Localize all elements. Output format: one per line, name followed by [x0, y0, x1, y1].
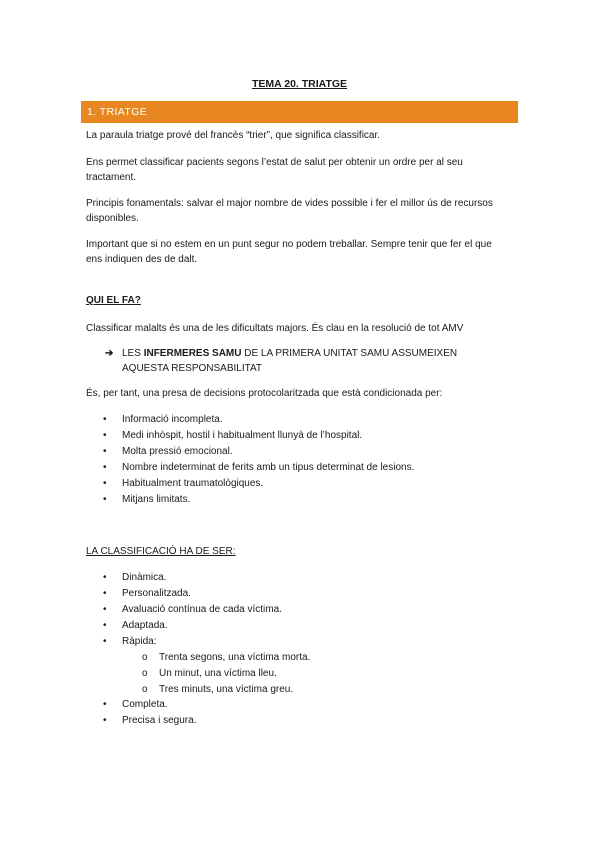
section-header-bar [81, 101, 518, 123]
bullet-icon: • [103, 494, 107, 505]
arrow-text-bold: INFERMERES SAMU [143, 348, 242, 359]
arrow-text-prefix: LES [122, 348, 144, 359]
list-item-text: Informació incompleta. [122, 414, 223, 425]
bullet-icon: • [103, 446, 107, 457]
list-item-text: Molta pressió emocional. [122, 446, 233, 457]
list-item-text: Avaluació contínua de cada víctima. [122, 604, 282, 615]
paragraph-definition: La paraula triatge prové del francès “trier”, que significa classificar. [86, 130, 381, 141]
sub-list-item-text: Trenta segons, una víctima morta. [159, 652, 311, 663]
bullet-icon: • [103, 604, 107, 615]
bullet-icon: • [103, 478, 107, 489]
list-item-text: Personalitzada. [122, 588, 191, 599]
paragraph-qui: Classificar malalts és una de les dificultats majors. És clau en la resolució de tot AMV [86, 323, 464, 334]
arrow-statement-text [122, 346, 502, 376]
bullet-icon: • [103, 430, 107, 441]
section-header-label: 1. TRIATGE [87, 106, 148, 118]
paragraph-principles: Principis fonamentals: salvar el major nombre de vides possible i fer el millor ús de recursos disponibles. [86, 198, 493, 224]
list-item-text: Nombre indeterminat de ferits amb un tipus determinat de lesions. [122, 462, 415, 473]
arrow-text-suffix: DE LA PRIMERA UNITAT SAMU ASSUMEIXEN AQUESTA RESPONSABILITAT [122, 348, 458, 374]
bullet-icon: • [103, 588, 107, 599]
bullet-icon: • [103, 636, 107, 647]
bullet-icon: • [103, 414, 107, 425]
paragraph-important: Important que si no estem en un punt segur no podem treballar. Sempre tenir que fer el que ens indiquen des de dalt. [86, 239, 492, 265]
bullet-icon: • [103, 620, 107, 631]
list-item-text: Adaptada. [122, 620, 168, 631]
arrow-statement [105, 346, 505, 376]
list-item-text: Medi inhòspit, hostil i habitualment llunyà de l’hospital. [122, 430, 363, 441]
list-item-text: Mitjans limitats. [122, 494, 191, 505]
paragraph-decision: És, per tant, una presa de decisions protocolaritzada que està condicionada per: [86, 388, 443, 399]
bullet-icon: • [103, 572, 107, 583]
document-title: TEMA 20. TRIATGE [251, 78, 348, 90]
list-item-text: Completa. [122, 699, 168, 710]
list-item-text: Precisa i segura. [122, 715, 197, 726]
sub-list-item-text: Un minut, una víctima lleu. [159, 668, 277, 679]
sub-list-item-text: Tres minuts, una víctima greu. [159, 684, 294, 695]
list-item-text: Dinàmica. [122, 572, 167, 583]
paragraph-purpose: Ens permet classificar pacients segons l’estat de salut per obtenir un ordre per al seu tractament. [86, 157, 463, 183]
heading-classification: LA CLASSIFICACIÓ HA DE SER: [86, 546, 236, 557]
arrow-icon: ➔ [105, 348, 114, 359]
list-item-text: Habitualment traumatològiques. [122, 478, 264, 489]
list-item-text: Ràpida: [122, 636, 157, 647]
bullet-icon: • [103, 462, 107, 473]
sub-bullet-icon: o [142, 652, 148, 663]
bullet-icon: • [103, 699, 107, 710]
sub-bullet-icon: o [142, 684, 148, 695]
sub-bullet-icon: o [142, 668, 148, 679]
heading-qui-el-fa: QUI EL FA? [86, 295, 141, 306]
bullet-icon: • [103, 715, 107, 726]
